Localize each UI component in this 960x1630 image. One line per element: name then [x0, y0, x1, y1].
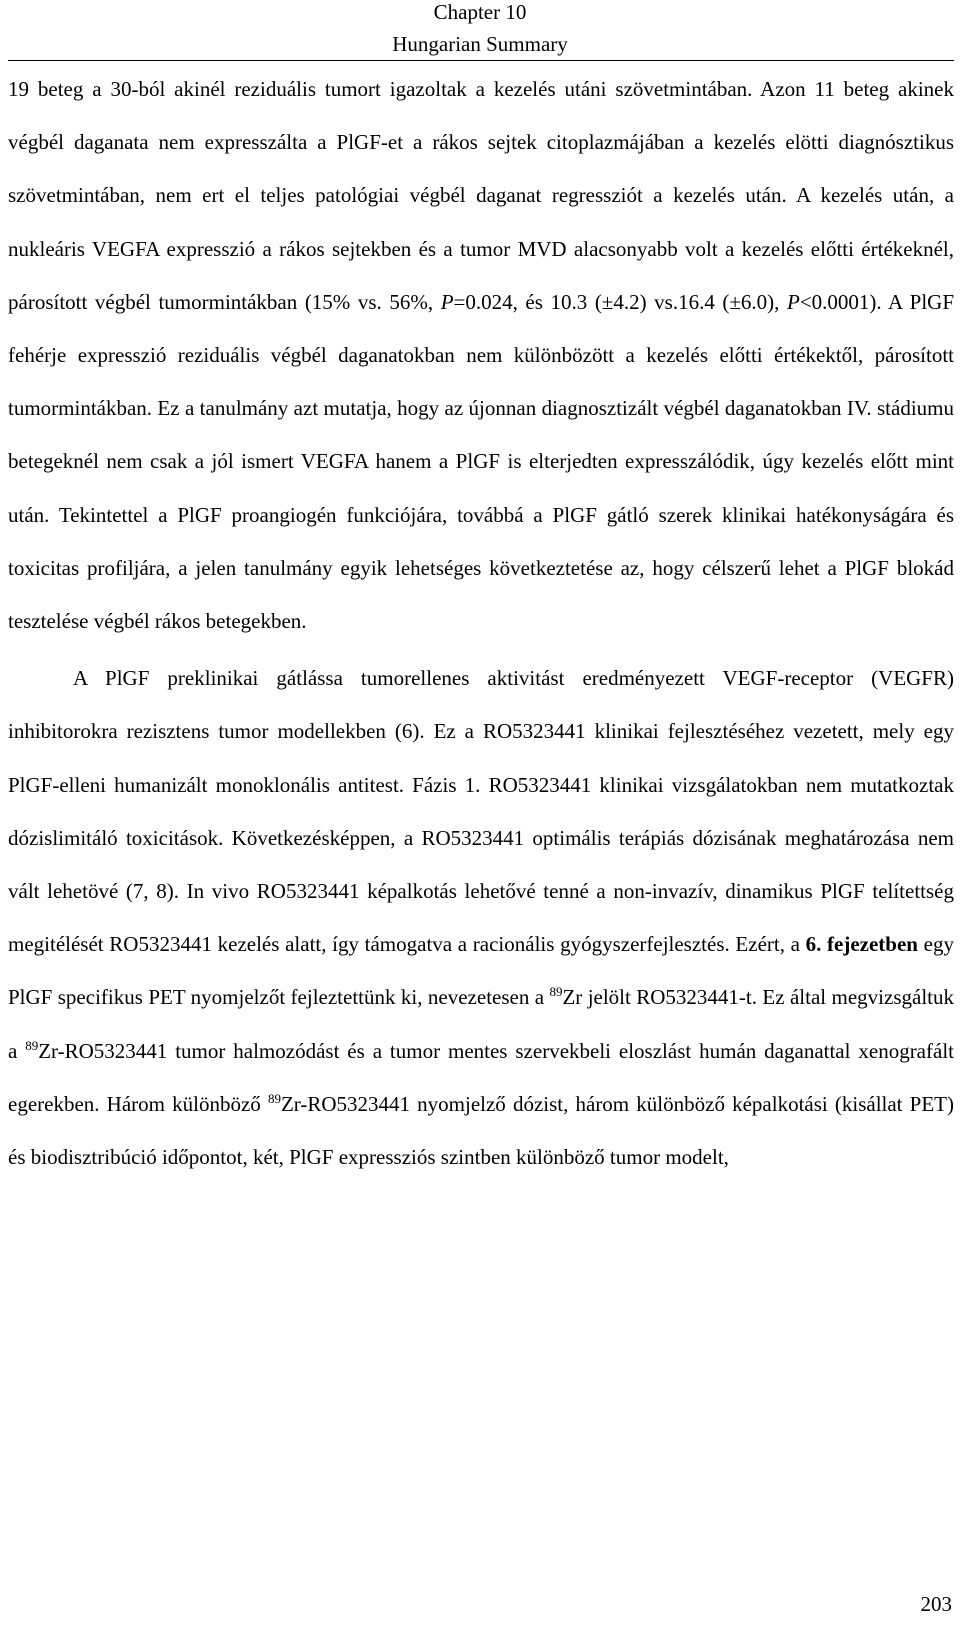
paragraph-2-text-b: egy PlGF specifikus PET nyomjelzőt fejleztettünk ki, nevezetesen a [8, 932, 954, 1010]
paragraph-2-text-e: Zr-RO5323441 nyomjelző dózist, három különböző képalkotási (kisállat PET) és biodisztribúció időpontot, két, PlGF expressziós szintben különböző tumor modelt, [8, 1091, 954, 1170]
paragraph-1 [8, 63, 954, 648]
paragraph-1-text-b: =0.024, és 10.3 (±4.2) vs.16.4 (±6.0), [453, 289, 787, 314]
paragraph-1-text-c: <0.0001). A PlGF fehérje expresszió reziduális végbél daganatokban nem különbözött a kezelés előtti értékektől, párosított tumormintákban. Ez a tanulmány azt mutatja, hogy az újonnan diagnosztizált végbél daganatokban IV. stádiumu betegeknél nem csak a jól ismert VEGFA hanem a PlGF is elterjedten expresszálódik, úgy kezelés előtt mint után. Tekintettel a PlGF proangiogén funkciójára, továbbá a PlGF gátló szerek klinikai hatékonyságára és toxicitas profiljára, a jelen tanulmány egyik lehetséges következtetése az, hogy célszerű lehet a PlGF blokád tesztelése végbél rákos betegekben. [8, 289, 954, 634]
p-value-symbol: P [786, 289, 800, 314]
running-header [0, 0, 960, 56]
chapter-subtitle: Hungarian Summary [392, 32, 568, 56]
paragraph-2-text-a: A PlGF preklinikai gátlássa tumorellenes aktivitást eredményezett VEGF-receptor (VEGFR) inhibitorokra rezisztens tumor modellekben (6). Ez a RO5323441 klinikai fejlesztéséhez vezetett, mely egy PlGF-elleni humanizált monoklonális antitest. Fázis 1. RO5323441 klinikai vizsgálatokban nem mutatkoztak dózislimitáló toxicitások. Következésképpen, a RO5323441 optimális terápiás dózisának meghatározása nem vált lehetövé (7, 8). In vivo RO5323441 képalkotás lehetővé tenné a non-invazív, dinamikus PlGF telítettség megitélését RO5323441 kezelés alatt, így támogatva a racionális gyógyszerfejlesztés. Ezért, a [8, 666, 954, 957]
chapter-reference: 6. fejezetben [805, 932, 918, 957]
chapter-title: Chapter 10 [433, 0, 527, 24]
paragraph-2-text-c: Zr jelölt RO5323441-t. Ez által megvizsgáltuk a [8, 985, 954, 1063]
page-number: 203 [920, 1592, 952, 1616]
isotope-superscript: 89 [549, 984, 563, 1000]
isotope-superscript: 89 [25, 1037, 39, 1053]
paragraph-2 [8, 652, 954, 1184]
p-value-symbol: P [440, 289, 454, 314]
isotope-superscript: 89 [267, 1090, 281, 1106]
paragraph-2-text-d: Zr-RO5323441 tumor halmozódást és a tumor mentes szervekbeli eloszlást humán daganattal xenografált egerekben. Három különböző [8, 1038, 954, 1116]
body-text [8, 63, 954, 1184]
paragraph-1-text-a: 19 beteg a 30-ból akinél reziduális tumort igazoltak a kezelés utáni szövetmintában. Azon 11 beteg akinek végbél daganata nem expresszálta a PlGF-et a rákos sejtek citoplazmájában a kezelés elötti diagnósztikus szövetmintában, nem ert el teljes patológiai végbél daganat regressziót a kezelés után. A kezelés után, a nukleáris VEGFA expresszió a rákos sejtekben és a tumor MVD alacsonyabb volt a kezelés előtti értékeknél, párosított végbél tumormintákban (15% vs. 56%, [8, 77, 954, 314]
header-divider [8, 60, 954, 61]
